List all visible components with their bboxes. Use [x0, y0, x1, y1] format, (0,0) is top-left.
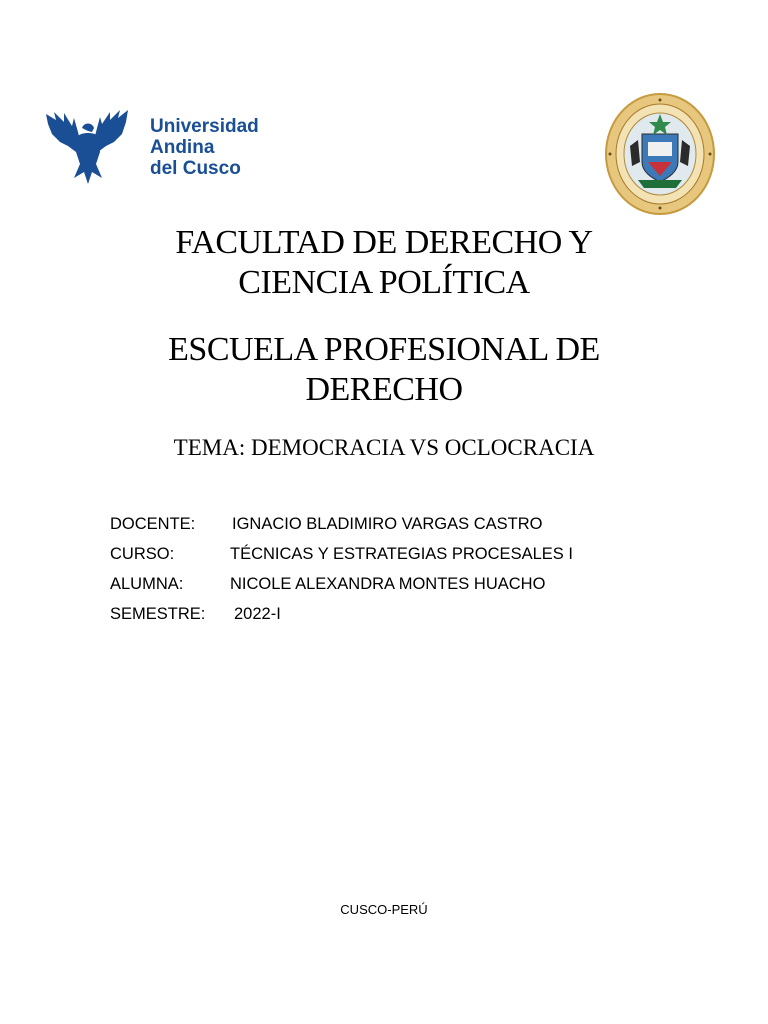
school-title-line-2: DERECHO [305, 371, 463, 408]
footer-location: CUSCO-PERÚ [340, 902, 428, 917]
info-value: 2022-I [234, 605, 281, 623]
logo-line-1: Universidad [150, 116, 259, 137]
faculty-title-line-1: FACULTAD DE DERECHO Y [175, 224, 593, 261]
info-list [110, 515, 670, 635]
university-seal-icon [604, 92, 716, 216]
topic-title: TEMA: DEMOCRACIA VS OCLOCRACIA [173, 435, 595, 460]
logo-line-3: del Cusco [150, 158, 241, 179]
info-row-curso [110, 545, 670, 575]
info-label: CURSO: [110, 545, 175, 563]
school-title-line-1: ESCUELA PROFESIONAL DE [168, 331, 600, 368]
info-label: SEMESTRE: [110, 605, 206, 623]
logo-line-2: Andina [150, 137, 215, 158]
eagle-icon [42, 106, 132, 186]
info-label: ALUMNA: [110, 575, 184, 593]
info-row-semestre [110, 605, 670, 635]
info-label: DOCENTE: [110, 515, 196, 533]
info-row-docente [110, 515, 670, 545]
faculty-title-line-2: CIENCIA POLÍTICA [238, 264, 530, 301]
logo-text [150, 116, 259, 179]
university-logo [42, 106, 282, 186]
info-value: TÉCNICAS Y ESTRATEGIAS PROCESALES I [230, 545, 573, 563]
info-row-alumna [110, 575, 670, 605]
info-value: IGNACIO BLADIMIRO VARGAS CASTRO [232, 515, 543, 533]
info-value: NICOLE ALEXANDRA MONTES HUACHO [230, 575, 546, 593]
faculty-title [0, 223, 768, 303]
school-title [0, 330, 768, 410]
